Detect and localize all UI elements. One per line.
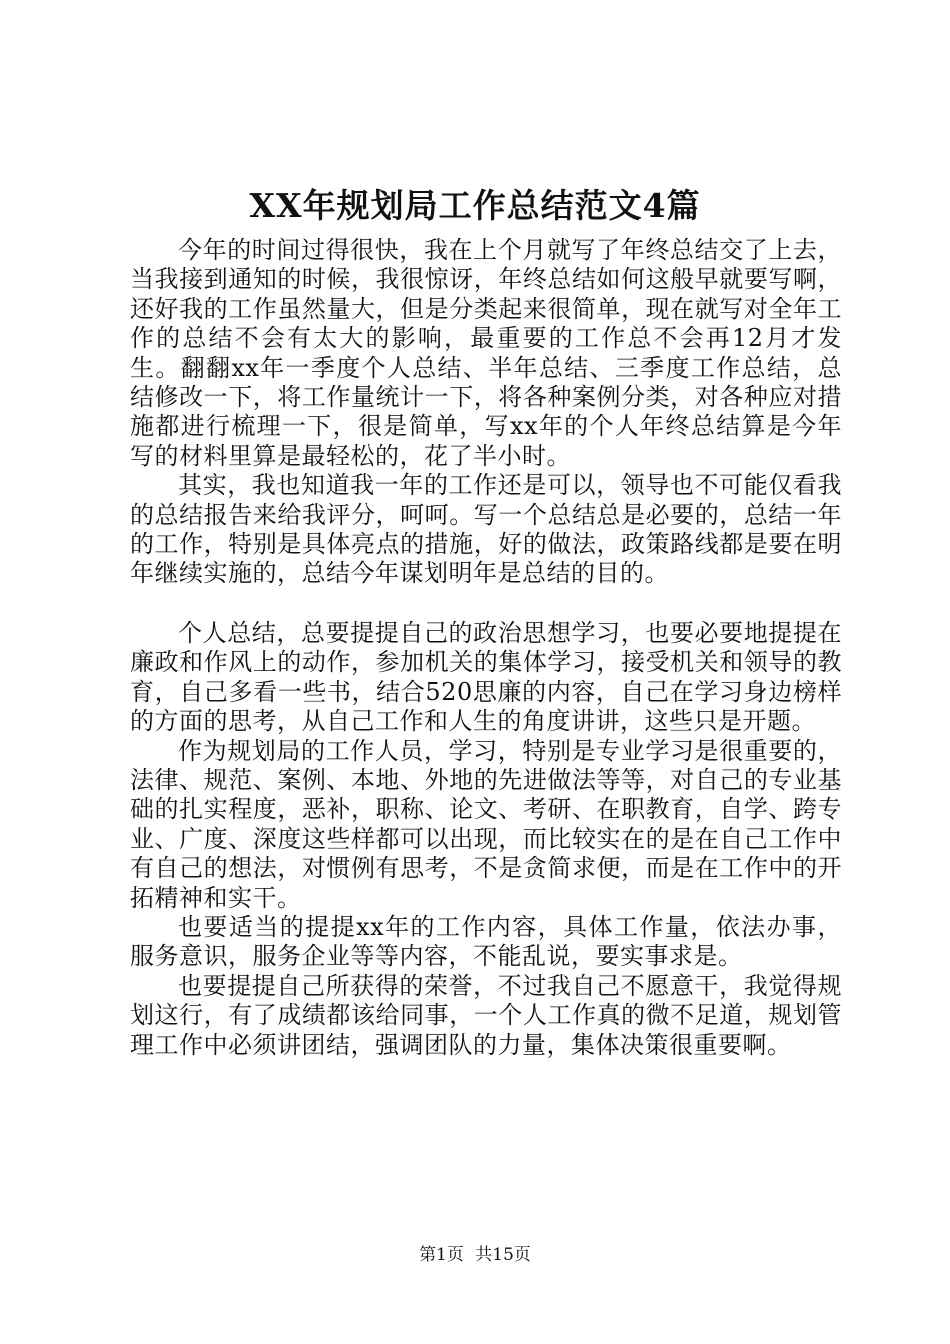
paragraph-gap (130, 589, 842, 619)
page-footer (0, 1243, 950, 1267)
paragraph-1: 今年的时间过得很快，我在上个月就写了年终总结交了上去，当我接到通知的时候，我很惊讶，年终总结如何这般早就要写啊，还好我的工作虽然量大，但是分类起来很简单，现在就写对全年工作的总结不会有太大的影响，最重要的工作总不会再12月才发生。翻翻xx年一季度个人总结、半年总结、三季度工作总结，总结修改一下，将工作量统计一下，将各种案例分类，对各种应对措施都进行梳理一下，很是简单，写xx年的个人年终总结算是今年写的材料里算是最轻松的，花了半小时。 (130, 236, 842, 470)
paragraph-3: 个人总结，总要提提自己的政治思想学习，也要必要地提提在廉政和作风上的动作，参加机关的集体学习，接受机关和领导的教育，自己多看一些书，结合520思廉的内容，自己在学习身边榜样的方面的思考，从自己工作和人生的角度讲讲，这些只是开题。 (130, 618, 842, 736)
page-total: 共15页 (475, 1245, 531, 1265)
paragraph-6: 也要提提自己所获得的荣誉，不过我自己不愿意干，我觉得规划这行，有了成绩都该给同事，一个人工作真的微不足道，规划管理工作中必须讲团结，强调团队的力量，集体决策很重要啊。 (130, 971, 842, 1059)
paragraph-5: 也要适当的提提xx年的工作内容，具体工作量，依法办事，服务意识，服务企业等等内容，不能乱说，要实事求是。 (130, 912, 842, 971)
page-number: 第1页 (419, 1245, 464, 1265)
paragraph-4: 作为规划局的工作人员，学习，特别是专业学习是很重要的，法律、规范、案例、本地、外地的先进做法等等，对自己的专业基础的扎实程度，恶补，职称、论文、考研、在职教育，自学、跨专业、广度、深度这些样都可以出现，而比较实在的是在自己工作中有自己的想法，对惯例有思考，不是贪简求便，而是在工作中的开拓精神和实干。 (130, 736, 842, 912)
paragraph-2: 其实，我也知道我一年的工作还是可以，领导也不可能仅看我的总结报告来给我评分，呵呵。写一个总结总是必要的，总结一年的工作，特别是具体亮点的措施，好的做法，政策路线都是要在明年继续实施的，总结今年谋划明年是总结的目的。 (130, 471, 842, 588)
document-title: XX年规划局工作总结范文4篇 (249, 186, 701, 225)
document-body (130, 236, 842, 1060)
